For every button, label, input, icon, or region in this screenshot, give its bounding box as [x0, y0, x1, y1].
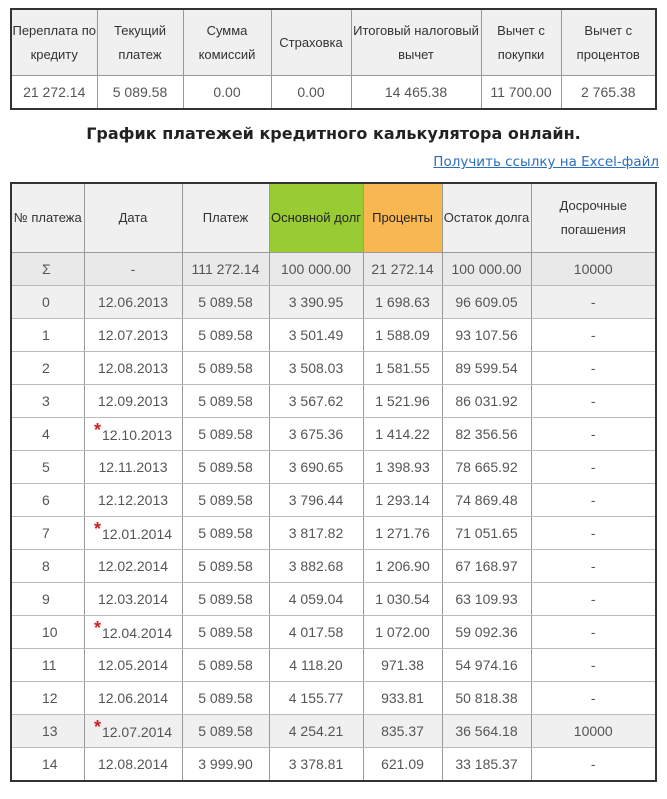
row-payment: 5 089.58 — [182, 682, 269, 715]
row-date-text: 12.04.2014 — [101, 624, 173, 641]
row-date-text: 12.03.2014 — [97, 591, 169, 607]
summary-value-row — [11, 76, 656, 110]
row-prepayment: - — [531, 682, 656, 715]
row-payment: 5 089.58 — [182, 715, 269, 748]
row-balance: 59 092.36 — [442, 616, 531, 649]
row-date-text: 12.09.2013 — [97, 393, 169, 409]
row-balance: 96 609.05 — [442, 286, 531, 319]
row-interest: 1 072.00 — [363, 616, 442, 649]
row-number: 6 — [11, 484, 84, 517]
row-payment: 5 089.58 — [182, 550, 269, 583]
row-principal: 4 118.20 — [269, 649, 363, 682]
row-date — [84, 649, 182, 682]
table-row — [11, 319, 656, 352]
row-payment: 5 089.58 — [182, 385, 269, 418]
row-balance: 71 051.65 — [442, 517, 531, 550]
row-prepayment: - — [531, 517, 656, 550]
row-number: 4 — [11, 418, 84, 451]
row-date-text: 12.10.2013 — [101, 426, 173, 443]
row-prepayment: - — [531, 286, 656, 319]
header-balance: Остаток долга — [442, 183, 531, 253]
row-prepayment: - — [531, 418, 656, 451]
row-date-text: 12.08.2014 — [97, 756, 169, 772]
asterisk-icon: * — [93, 419, 101, 440]
row-payment: 3 999.90 — [182, 748, 269, 782]
total-date: - — [84, 253, 182, 286]
table-row — [11, 583, 656, 616]
summary-table — [10, 8, 657, 110]
header-principal: Основной долг — [269, 183, 363, 253]
row-payment: 5 089.58 — [182, 451, 269, 484]
row-balance: 67 168.97 — [442, 550, 531, 583]
row-interest: 933.81 — [363, 682, 442, 715]
row-principal: 4 155.77 — [269, 682, 363, 715]
row-prepayment: - — [531, 583, 656, 616]
row-number: 9 — [11, 583, 84, 616]
row-balance: 86 031.92 — [442, 385, 531, 418]
row-prepayment: 10000 — [531, 715, 656, 748]
row-date-text: 12.07.2013 — [97, 327, 169, 343]
row-date — [84, 748, 182, 782]
schedule-header-row — [11, 183, 656, 253]
summary-header-tax-deduction: Итоговый налоговый вычет — [351, 9, 481, 76]
header-prepayment: Досрочные погашения — [531, 183, 656, 253]
summary-header-commissions: Сумма комиссий — [183, 9, 271, 76]
summary-header-overpayment: Переплата по кредиту — [11, 9, 97, 76]
summary-header-interest-deduction: Вычет с процентов — [561, 9, 656, 76]
row-number: 0 — [11, 286, 84, 319]
schedule-body — [11, 253, 656, 782]
row-date-text: 12.12.2013 — [97, 492, 169, 508]
total-principal: 100 000.00 — [269, 253, 363, 286]
row-number: 3 — [11, 385, 84, 418]
table-row — [11, 484, 656, 517]
row-principal: 3 567.62 — [269, 385, 363, 418]
row-interest: 835.37 — [363, 715, 442, 748]
row-date-text: 12.11.2013 — [98, 459, 168, 475]
row-balance: 82 356.56 — [442, 418, 531, 451]
row-prepayment: - — [531, 484, 656, 517]
total-balance: 100 000.00 — [442, 253, 531, 286]
row-number: 5 — [11, 451, 84, 484]
row-payment: 5 089.58 — [182, 583, 269, 616]
summary-header-row — [11, 9, 656, 76]
row-number: 12 — [11, 682, 84, 715]
row-principal: 3 690.65 — [269, 451, 363, 484]
row-date — [84, 715, 182, 748]
excel-file-link[interactable]: Получить ссылку на Excel-файл — [433, 154, 659, 170]
row-date — [84, 484, 182, 517]
row-balance: 93 107.56 — [442, 319, 531, 352]
row-date-text: 12.07.2014 — [101, 723, 173, 740]
summary-header-insurance: Страховка — [271, 9, 351, 76]
row-prepayment: - — [531, 550, 656, 583]
summary-value-tax-deduction: 14 465.38 — [351, 76, 481, 110]
row-payment: 5 089.58 — [182, 517, 269, 550]
row-balance: 54 974.16 — [442, 649, 531, 682]
row-number: 1 — [11, 319, 84, 352]
row-balance: 33 185.37 — [442, 748, 531, 782]
row-principal: 4 254.21 — [269, 715, 363, 748]
row-payment: 5 089.58 — [182, 484, 269, 517]
row-date-text: 12.08.2013 — [97, 360, 169, 376]
row-prepayment: - — [531, 649, 656, 682]
summary-value-overpayment: 21 272.14 — [11, 76, 97, 110]
total-prepayment: 10000 — [531, 253, 656, 286]
row-interest: 971.38 — [363, 649, 442, 682]
table-row — [11, 418, 656, 451]
page-title: График платежей кредитного калькулятора онлайн. — [86, 124, 581, 143]
table-row — [11, 748, 656, 782]
table-row — [11, 286, 656, 319]
row-prepayment: - — [531, 319, 656, 352]
row-interest: 1 271.76 — [363, 517, 442, 550]
row-interest: 1 414.22 — [363, 418, 442, 451]
row-interest: 621.09 — [363, 748, 442, 782]
total-sigma: Σ — [11, 253, 84, 286]
row-payment: 5 089.58 — [182, 418, 269, 451]
row-principal: 3 882.68 — [269, 550, 363, 583]
summary-value-interest-deduction: 2 765.38 — [581, 84, 636, 100]
row-principal: 3 508.03 — [269, 352, 363, 385]
row-date — [84, 616, 182, 649]
row-number: 11 — [11, 649, 84, 682]
row-date-text: 12.06.2014 — [97, 690, 169, 706]
row-date — [84, 682, 182, 715]
row-balance: 89 599.54 — [442, 352, 531, 385]
header-payment: Платеж — [182, 183, 269, 253]
asterisk-icon: * — [93, 716, 101, 737]
row-number: 2 — [11, 352, 84, 385]
header-date: Дата — [84, 183, 182, 253]
row-payment: 5 089.58 — [182, 352, 269, 385]
row-interest: 1 398.93 — [363, 451, 442, 484]
table-row — [11, 649, 656, 682]
row-date — [84, 385, 182, 418]
row-date — [84, 352, 182, 385]
row-interest: 1 588.09 — [363, 319, 442, 352]
row-number: 13 — [11, 715, 84, 748]
row-prepayment: - — [531, 385, 656, 418]
row-payment: 5 089.58 — [182, 616, 269, 649]
row-date — [84, 451, 182, 484]
row-interest: 1 698.63 — [363, 286, 442, 319]
row-principal: 3 390.95 — [269, 286, 363, 319]
row-payment: 5 089.58 — [182, 286, 269, 319]
row-date — [84, 418, 182, 451]
summary-value-current-payment: 5 089.58 — [97, 76, 183, 110]
table-row — [11, 682, 656, 715]
row-date-text: 12.02.2014 — [97, 558, 169, 574]
total-interest: 21 272.14 — [363, 253, 442, 286]
row-principal: 3 817.82 — [269, 517, 363, 550]
table-row — [11, 517, 656, 550]
table-row — [11, 550, 656, 583]
total-row — [11, 253, 656, 286]
row-balance: 74 869.48 — [442, 484, 531, 517]
asterisk-icon: * — [93, 617, 101, 638]
row-payment: 5 089.58 — [182, 319, 269, 352]
payment-schedule-table — [10, 182, 657, 782]
row-prepayment: - — [531, 352, 656, 385]
row-principal: 4 017.58 — [269, 616, 363, 649]
row-prepayment: - — [531, 748, 656, 782]
header-payment-number: № платежа — [11, 183, 84, 253]
asterisk-icon: * — [93, 518, 101, 539]
row-date — [84, 517, 182, 550]
table-row — [11, 451, 656, 484]
row-date — [84, 583, 182, 616]
row-date-text: 12.01.2014 — [101, 525, 173, 542]
table-row — [11, 715, 656, 748]
table-row — [11, 616, 656, 649]
row-principal: 3 675.36 — [269, 418, 363, 451]
row-balance: 50 818.38 — [442, 682, 531, 715]
row-principal: 3 796.44 — [269, 484, 363, 517]
row-prepayment: - — [531, 616, 656, 649]
row-number: 8 — [11, 550, 84, 583]
row-interest: 1 521.96 — [363, 385, 442, 418]
row-number: 14 — [11, 748, 84, 782]
table-row — [11, 385, 656, 418]
summary-value-commissions: 0.00 — [183, 76, 271, 110]
row-date-text: 12.05.2014 — [97, 657, 169, 673]
row-prepayment: - — [531, 451, 656, 484]
summary-header-current-payment: Текущий платеж — [97, 9, 183, 76]
row-principal: 3 501.49 — [269, 319, 363, 352]
row-date — [84, 286, 182, 319]
summary-value-insurance: 0.00 — [271, 76, 351, 110]
summary-header-purchase-deduction: Вычет с покупки — [481, 9, 561, 76]
row-date-text: 12.06.2013 — [97, 294, 169, 310]
row-interest: 1 581.55 — [363, 352, 442, 385]
header-interest: Проценты — [363, 183, 442, 253]
row-number: 7 — [11, 517, 84, 550]
row-date — [84, 550, 182, 583]
table-row — [11, 352, 656, 385]
row-interest: 1 293.14 — [363, 484, 442, 517]
row-principal: 3 378.81 — [269, 748, 363, 782]
row-interest: 1 206.90 — [363, 550, 442, 583]
row-balance: 63 109.93 — [442, 583, 531, 616]
row-payment: 5 089.58 — [182, 649, 269, 682]
row-balance: 78 665.92 — [442, 451, 531, 484]
total-payment: 111 272.14 — [182, 253, 269, 286]
row-date — [84, 319, 182, 352]
row-interest: 1 030.54 — [363, 583, 442, 616]
row-balance: 36 564.18 — [442, 715, 531, 748]
summary-value-purchase-deduction: 11 700.00 — [481, 76, 561, 110]
row-principal: 4 059.04 — [269, 583, 363, 616]
row-number: 10 — [11, 616, 84, 649]
